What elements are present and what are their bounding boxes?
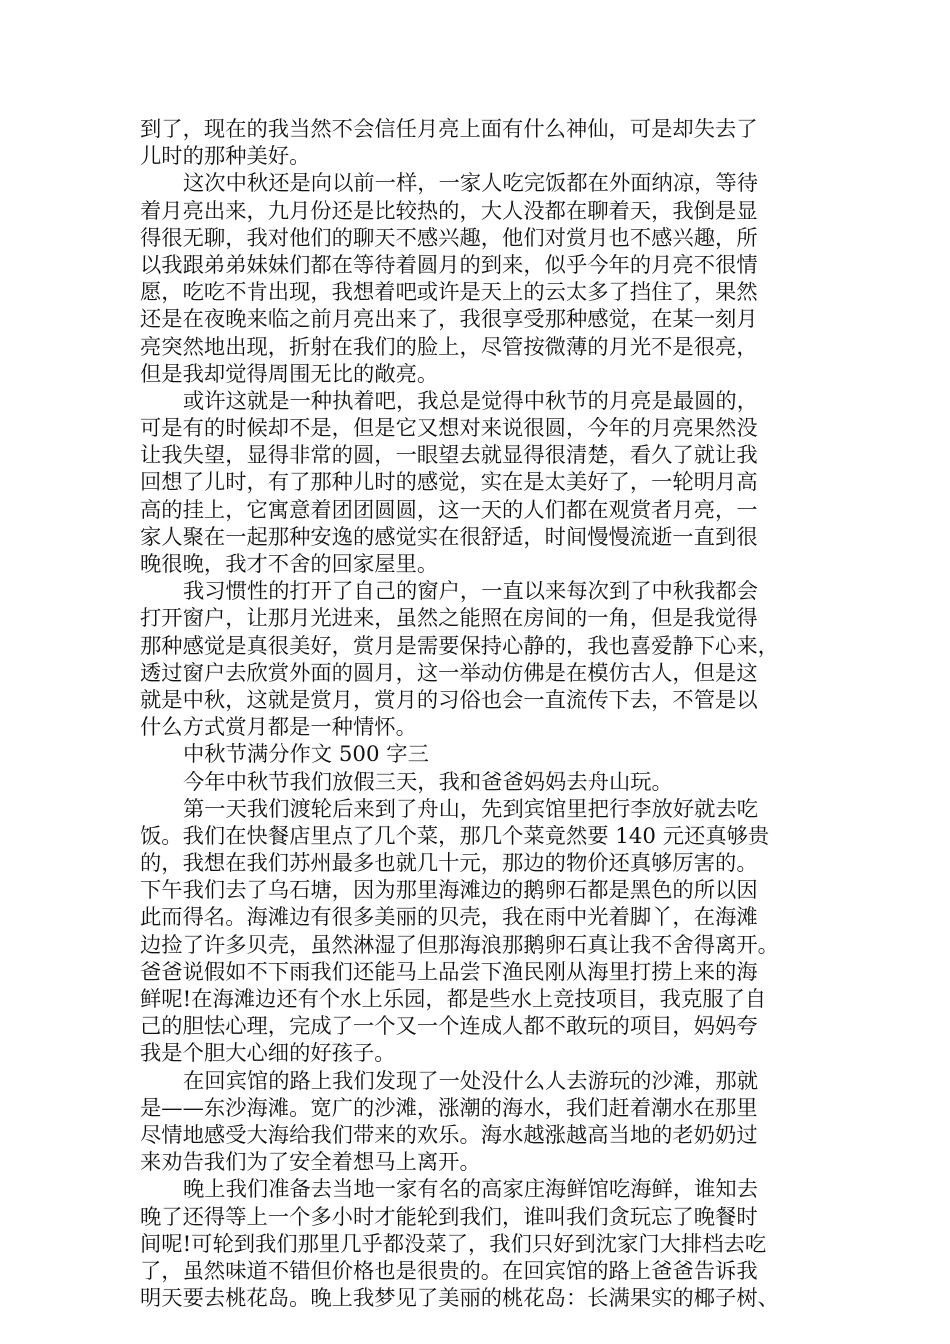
- text-line: 这次中秋还是向以前一样，一家人吃完饭都在外面纳凉，等待: [183, 171, 759, 197]
- text-line: 间呢!可轮到我们那里几乎都没菜了，我们只好到沈家门大排档去吃: [140, 1231, 767, 1257]
- text-line: 愿，吃吃不肯出现，我想着吧或许是天上的云太多了挡住了，果然: [140, 280, 758, 306]
- text-line: 尽情地感受大海给我们带来的欢乐。海水越涨越高当地的老奶奶过: [140, 1122, 758, 1148]
- text-line: 或许这就是一种执着吧，我总是觉得中秋节的月亮是最圆的，: [183, 388, 759, 414]
- text-line: 爸爸说假如不下雨我们还能马上品尝下渔民刚从海里打捞上来的海: [140, 959, 758, 985]
- text-line: 在回宾馆的路上我们发现了一处没什么人去游玩的沙滩，那就: [183, 1068, 759, 1094]
- text-line: 的，我想在我们苏州最多也就几十元，那边的物价还真够厉害的。: [140, 851, 758, 877]
- text-line: 让我失望，显得非常的圆，一眼望去就显得很清楚，看久了就让我: [140, 443, 758, 469]
- text-line: 什么方式赏月都是一种情怀。: [140, 715, 417, 741]
- text-line: 今年中秋节我们放假三天，我和爸爸妈妈去舟山玩。: [183, 769, 673, 795]
- text-line: 可是有的时候却不是，但是它又想对来说很圆，今年的月亮果然没: [140, 416, 758, 442]
- text-line: 边捡了许多贝壳，虽然淋湿了但那海浪那鹅卵石真让我不舍得离开。: [140, 932, 779, 958]
- text-line: 我是个胆大心细的好孩子。: [140, 1041, 396, 1067]
- text-line: 但是我却觉得周围无比的敞亮。: [140, 361, 439, 387]
- text-line: 第一天我们渡轮后来到了舟山，先到宾馆里把行李放好就去吃: [183, 796, 759, 822]
- document-page: [140, 116, 820, 1312]
- text-line: 己的胆怯心理，完成了一个又一个连成人都不敢玩的项目，妈妈夸: [140, 1014, 758, 1040]
- text-line: 亮突然地出现，折射在我们的脸上，尽管按微薄的月光不是很亮，: [140, 334, 758, 360]
- text-line: 家人聚在一起那种安逸的感觉实在很舒适，时间慢慢流逝一直到很: [140, 524, 758, 550]
- text-line: 中秋节满分作文 500 字三: [183, 742, 429, 768]
- text-line: 那种感觉是真很美好，赏月是需要保持心静的，我也喜爱静下心来，: [140, 633, 779, 659]
- text-line: 了，虽然味道不错但价格也是很贵的。在回宾馆的路上爸爸告诉我: [140, 1258, 758, 1284]
- text-line: 到了，现在的我当然不会信任月亮上面有什么神仙，可是却失去了: [140, 117, 758, 142]
- text-line: 儿时的那种美好。: [140, 144, 311, 170]
- text-line: 我习惯性的打开了自己的窗户，一直以来每次到了中秋我都会: [183, 579, 759, 605]
- text-line: 晚了还得等上一个多小时才能轮到我们，谁叫我们贪玩忘了晚餐时: [140, 1204, 758, 1230]
- text-line: 此而得名。海滩边有很多美丽的贝壳，我在雨中光着脚丫，在海滩: [140, 905, 758, 931]
- text-line: 就是中秋，这就是赏月，赏月的习俗也会一直流传下去，不管是以: [140, 687, 758, 713]
- text-line: 得很无聊，我对他们的聊天不感兴趣，他们对赏月也不感兴趣，所: [140, 225, 758, 251]
- text-line: 下午我们去了乌石塘，因为那里海滩边的鹅卵石都是黑色的所以因: [140, 878, 758, 904]
- text-line: 回想了儿时，有了那种儿时的感觉，实在是太美好了，一轮明月高: [140, 470, 758, 496]
- text-line: 透过窗户去欣赏外面的圆月，这一举动仿佛是在模仿古人，但是这: [140, 660, 758, 686]
- text-line: 饭。我们在快餐店里点了几个菜，那几个菜竟然要 140 元还真够贵: [140, 823, 770, 849]
- text-line: 着月亮出来，九月份还是比较热的，大人没都在聊着天，我倒是显: [140, 198, 758, 224]
- text-line: 高的挂上，它寓意着团团圆圆，这一天的人们都在观赏者月亮，一: [140, 497, 758, 523]
- text-line: 鲜呢!在海滩边还有个水上乐园，都是些水上竞技项目，我克服了自: [140, 987, 767, 1012]
- text-line: 打开窗户，让那月光进来，虽然之能照在房间的一角，但是我觉得: [140, 606, 758, 632]
- text-line: 晚上我们准备去当地一家有名的高家庄海鲜馆吃海鲜，谁知去: [183, 1177, 759, 1203]
- text-line: 还是在夜晚来临之前月亮出来了，我很享受那种感觉，在某一刻月: [140, 307, 758, 333]
- text-line: 是——东沙海滩。宽广的沙滩，涨潮的海水，我们赶着潮水在那里: [140, 1095, 758, 1121]
- text-line: 来劝告我们为了安全着想马上离开。: [140, 1150, 481, 1176]
- text-line: 明天要去桃花岛。晚上我梦见了美丽的桃花岛：长满果实的椰子树、: [140, 1286, 779, 1312]
- text-line: 晚很晚，我才不舍的回家屋里。: [140, 552, 439, 577]
- text-line: 以我跟弟弟妹妹们都在等待着圆月的到来，似乎今年的月亮不很情: [140, 252, 758, 278]
